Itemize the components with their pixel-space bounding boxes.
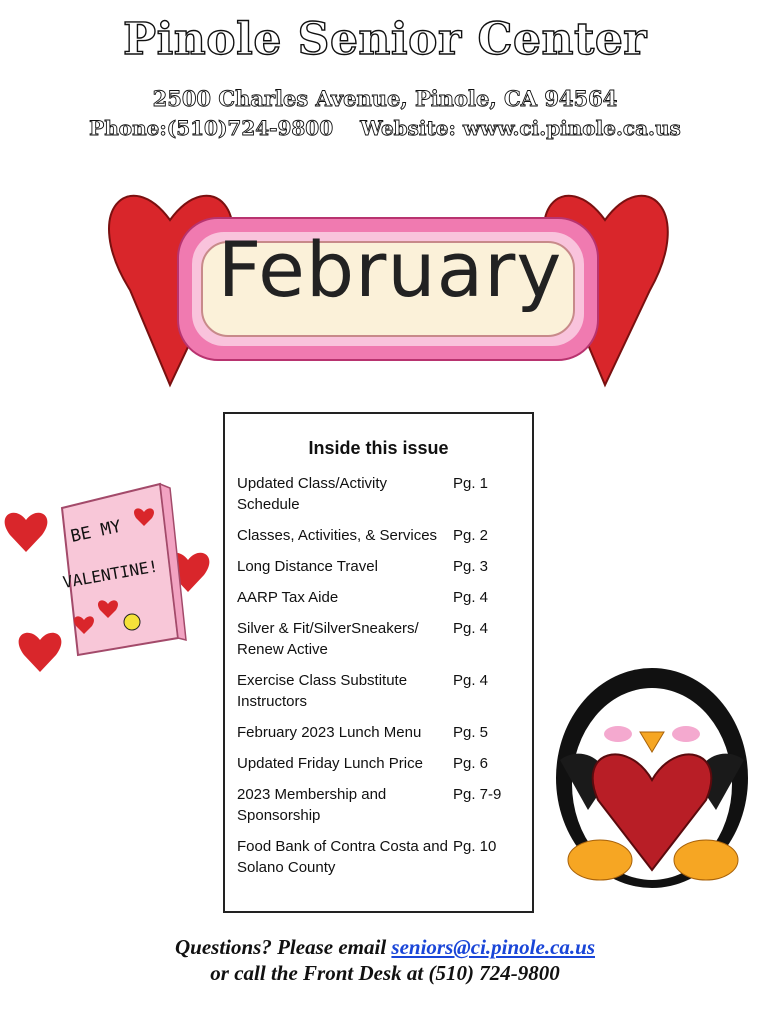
toc-item-label: Updated Class/Activity Schedule [237, 475, 388, 513]
toc-item-page: Pg. 10 [453, 838, 497, 855]
table-of-contents [223, 412, 534, 913]
toc-item [237, 556, 524, 577]
toc-item-page: Pg. 1 [453, 475, 489, 492]
toc-item-page: Pg. 6 [453, 755, 489, 772]
toc-item-label: 2023 Membership and Sponsorship [237, 786, 387, 824]
toc-item [237, 722, 524, 743]
website-text: Website: www.ci.pinole.ca.us [360, 116, 681, 140]
footer-line2: or call the Front Desk at (510) 724-9800 [210, 961, 560, 985]
smiley-icon [124, 614, 140, 630]
toc-item [237, 784, 524, 826]
toc-item-label: Updated Friday Lunch Price [237, 755, 423, 772]
heart-icon [5, 513, 48, 552]
toc-item [237, 473, 524, 515]
toc-item-page: Pg. 2 [453, 527, 489, 544]
toc-item-label: February 2023 Lunch Menu [237, 724, 422, 741]
phone-text: Phone:(510)724-9800 [89, 116, 334, 140]
contact-line [0, 116, 770, 140]
toc-item [237, 670, 524, 712]
penguin-art [548, 660, 758, 890]
footer-contact [0, 934, 770, 986]
email-link[interactable]: seniors@ci.pinole.ca.us [391, 935, 595, 959]
toc-item [237, 587, 524, 608]
footer-prefix: Questions? Please email [175, 935, 392, 959]
toc-item-label: AARP Tax Aide [237, 589, 339, 606]
toc-item-page: Pg. 4 [453, 589, 489, 606]
toc-list [225, 473, 532, 878]
toc-title: Inside this issue [308, 438, 449, 458]
toc-item-page: Pg. 4 [453, 672, 489, 689]
toc-item-label: Exercise Class Substitute Instructors [237, 672, 408, 710]
toc-item [237, 836, 524, 878]
toc-item-label: Classes, Activities, & Services [237, 527, 438, 544]
toc-item-page: Pg. 7-9 [453, 786, 502, 803]
toc-item-page: Pg. 3 [453, 558, 489, 575]
toc-item-label: Food Bank of Contra Costa and Solano County [237, 838, 448, 876]
toc-item [237, 618, 524, 660]
toc-item-label: Long Distance Travel [237, 558, 378, 575]
page-title: Pinole Senior Center [123, 14, 647, 65]
toc-item [237, 753, 524, 774]
address-line: 2500 Charles Avenue, Pinole, CA 94564 [152, 86, 618, 111]
footer-line1 [0, 934, 770, 960]
toc-item-label: Silver & Fit/SilverSneakers/ Renew Active [237, 620, 419, 658]
banner-word: February [217, 225, 563, 314]
valentine-card-art [0, 480, 215, 680]
heart-icon [19, 633, 62, 672]
card-text-line1: BE MY [68, 516, 124, 547]
toc-item-page: Pg. 4 [453, 620, 489, 637]
toc-item [237, 525, 524, 546]
card-text-line2: VALENTINE! [61, 556, 160, 592]
toc-item-page: Pg. 5 [453, 724, 489, 741]
